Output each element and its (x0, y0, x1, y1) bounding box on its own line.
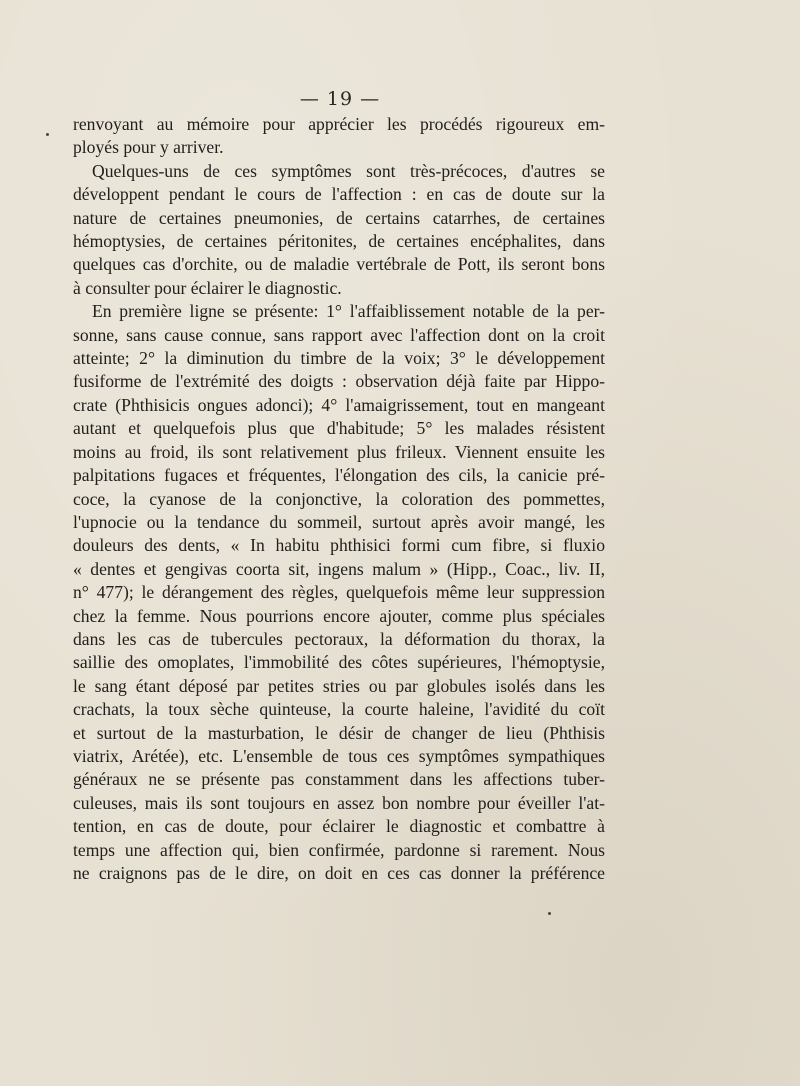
text-line: tention, en cas de doute, pour éclairer le diagnostic et combattre à (73, 816, 605, 837)
text-line: atteinte; 2° la diminution du timbre de la voix; 3° le développement (73, 348, 605, 369)
text-line: crachats, la toux sèche quinteuse, la courte haleine, l'avidité du coït (73, 699, 605, 720)
text-line: développent pendant le cours de l'affection : en cas de doute sur la (73, 184, 605, 205)
text-line: à consulter pour éclairer le diagnostic. (73, 277, 342, 298)
text-line: quelques cas d'orchite, ou de maladie vertébrale de Pott, ils seront bons (73, 254, 605, 275)
text-line: viatrix, Arétée), etc. L'ensemble de tous ces symptômes sympathiques (73, 745, 605, 766)
ink-speck (548, 912, 551, 915)
text-line: « dentes et gengivas coorta sit, ingens malum » (Hipp., Coac., liv. II, (73, 558, 605, 579)
text-line: nature de certaines pneumonies, de certains catarrhes, de certaines (73, 207, 605, 228)
text-line: le sang étant déposé par petites stries ou par globules isolés dans les (73, 675, 605, 696)
text-line: coce, la cyanose de la conjonctive, la coloration des pommettes, (73, 488, 605, 509)
text-line: généraux ne se présente pas constamment dans les affections tuber- (73, 769, 605, 790)
text-line: palpitations fugaces et fréquentes, l'élongation des cils, la canicie pré- (73, 465, 605, 486)
text-line: l'upnocie ou la tendance du sommeil, surtout après avoir mangé, les (73, 511, 605, 532)
text-line: En première ligne se présente: 1° l'affaiblissement notable de la per- (92, 301, 605, 322)
body-text (73, 113, 605, 885)
text-line: ployés pour y arriver. (73, 137, 224, 158)
text-line: saillie des omoplates, l'immobilité des côtes supérieures, l'hémoptysie, (73, 652, 605, 673)
text-line: hémoptysies, de certaines péritonites, de certaines encéphalites, dans (73, 231, 605, 252)
text-line: autant et quelquefois plus que d'habitude; 5° les malades résistent (73, 418, 605, 439)
text-line: fusiforme de l'extrémité des doigts : observation déjà faite par Hippo- (73, 371, 605, 392)
ink-speck (46, 133, 49, 136)
text-line: renvoyant au mémoire pour apprécier les procédés rigoureux em- (73, 114, 605, 134)
text-line: chez la femme. Nous pourrions encore ajouter, comme plus spéciales (73, 605, 605, 626)
text-line: Quelques-uns de ces symptômes sont très-précoces, d'autres se (92, 160, 605, 181)
text-line: dans les cas de tubercules pectoraux, la déformation du thorax, la (73, 628, 605, 649)
text-line: ne craignons pas de le dire, on doit en ces cas donner la préférence (73, 863, 605, 883)
text-line: culeuses, mais ils sont toujours en assez bon nombre pour éveiller l'at- (73, 792, 605, 813)
text-line: douleurs des dents, « In habitu phthisici formi cum fibre, si fluxio (73, 535, 605, 556)
page-number: — 19 — (299, 88, 381, 110)
text-line: crate (Phthisicis ongues adonci); 4° l'amaigrissement, tout en mangeant (73, 394, 605, 415)
text-line: sonne, sans cause connue, sans rapport avec l'affection dont on la croit (73, 324, 605, 345)
text-line: moins au froid, ils sont relativement plus frileux. Viennent ensuite les (73, 441, 605, 462)
text-line: temps une affection qui, bien confirmée, pardonne si rarement. Nous (73, 839, 605, 860)
text-line: n° 477); le dérangement des règles, quelquefois même leur suppression (73, 582, 605, 603)
text-line: et surtout de la masturbation, le désir de changer de lieu (Phthisis (73, 722, 605, 743)
